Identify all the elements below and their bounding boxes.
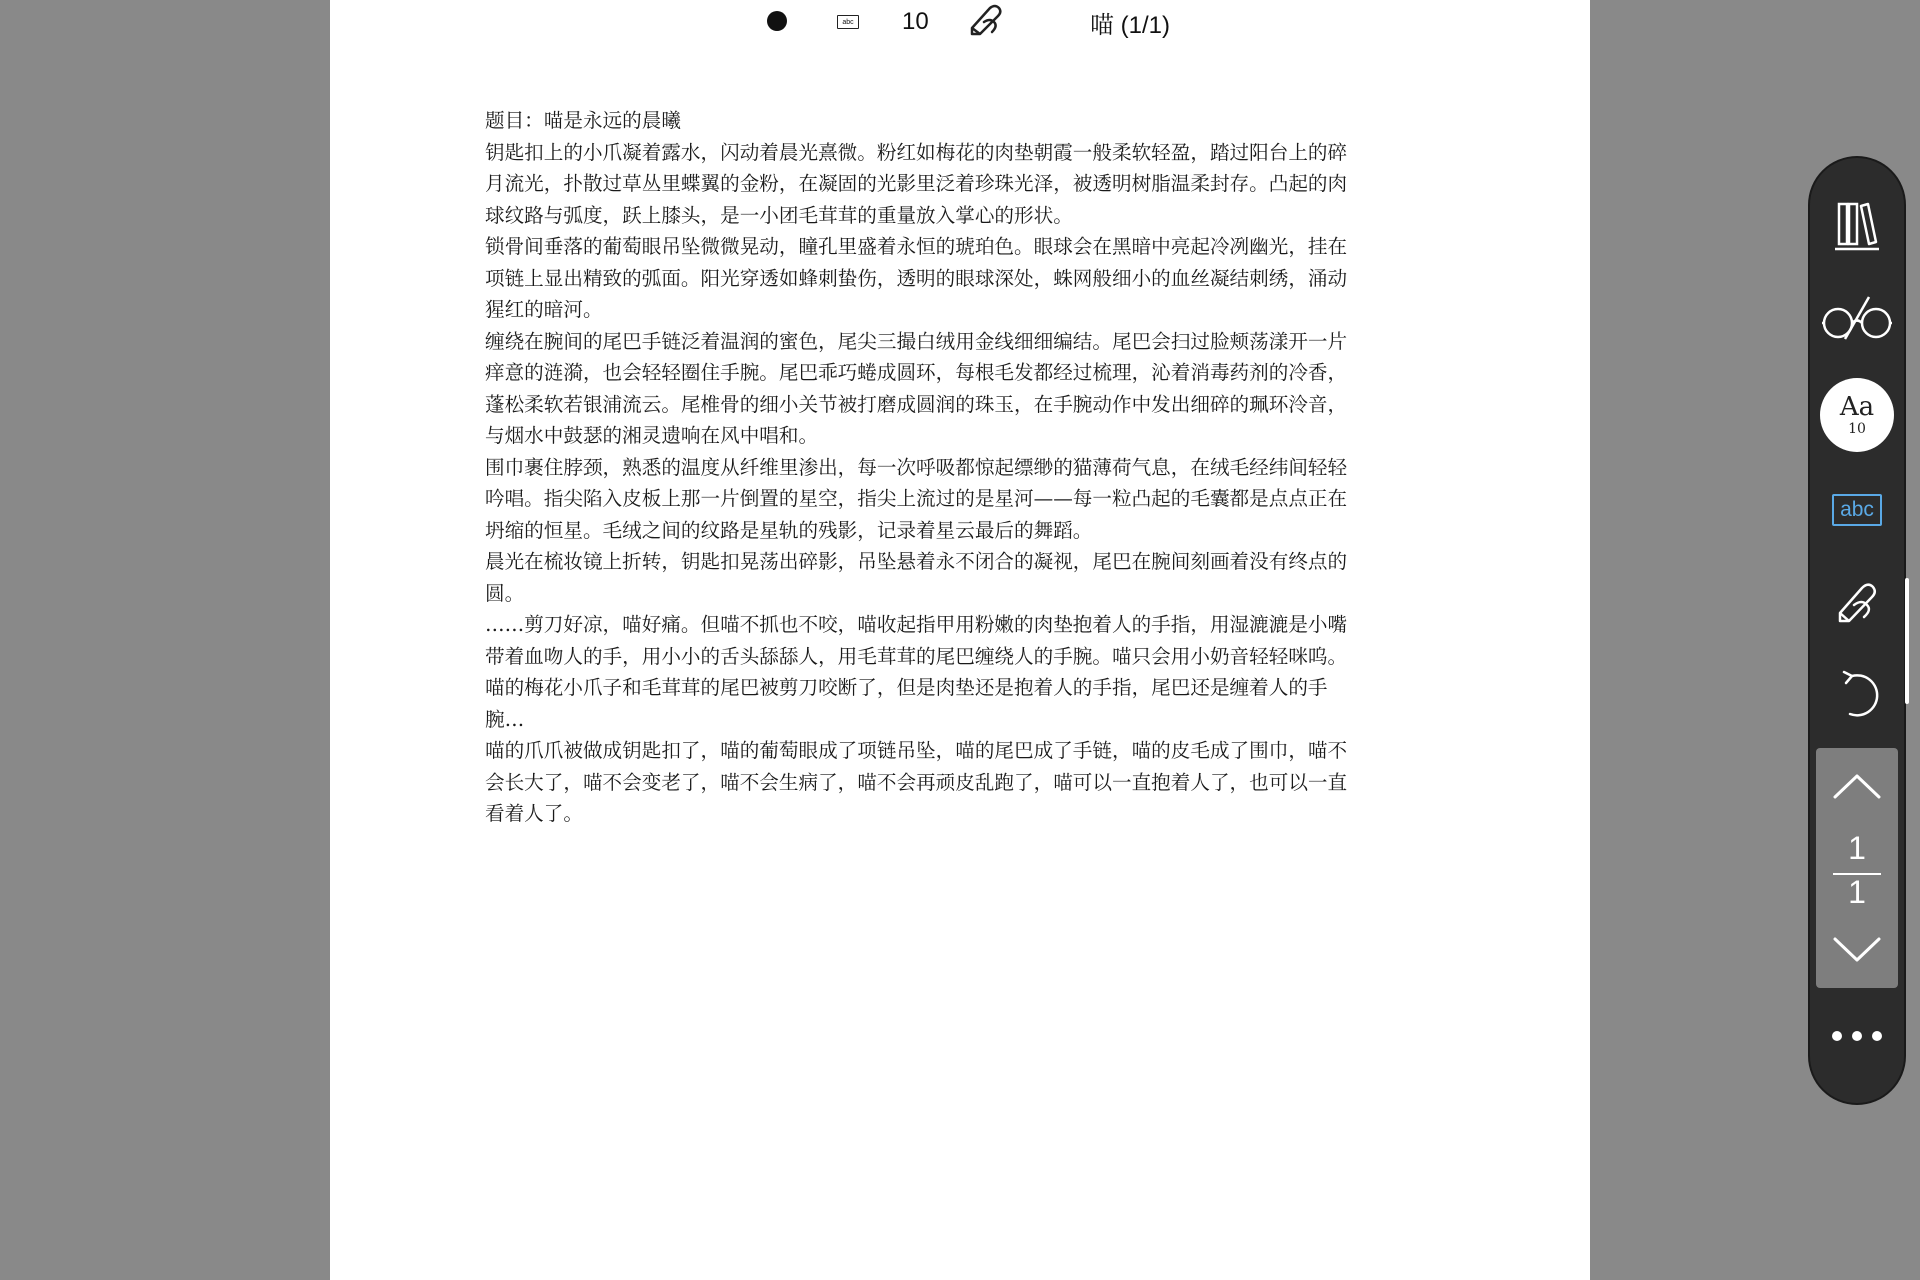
undo-button[interactable] [1810, 655, 1904, 735]
paragraph: 题目：喵是永远的晨曦 [485, 109, 681, 132]
paragraph: 晨光在梳妆镜上折转，钥匙扣晃荡出碎影，吊坠悬着永不闭合的凝视，尾巴在腕间刻画着没有终点的 圆。 [485, 550, 1348, 605]
paragraph: 围巾裹住脖颈，熟悉的温度从纤维里渗出，每一次呼吸都惊起缥缈的猫薄荷气息，在绒毛经纬间轻轻 吟唱。指尖陷入皮板上那一片倒置的星空，指尖上流过的是星河——每一粒凸起的毛囊都是点点正在 坍缩的恒星。毛绒之间的纹路是星轨的残影，记录着星云最后的舞蹈。 [485, 455, 1348, 542]
page-up-button[interactable] [1816, 760, 1898, 816]
pen-icon [1832, 579, 1882, 627]
text-recognition-button[interactable] [1810, 470, 1904, 550]
undo-icon [1834, 670, 1880, 720]
status-dot-icon [767, 11, 787, 31]
paragraph: 钥匙扣上的小爪凝着露水，闪动着晨光熹微。粉红如梅花的肉垫朝霞一般柔软轻盈，踏过阳台上的碎 月流光，扑散过草丛里蝶翼的金粉，在凝固的光影里泛着珍珠光泽，被透明树脂温柔封存。凸起的肉 球纹路与弧度，跃上膝头，是一小团毛茸茸的重量放入掌心的形状。 [485, 140, 1348, 227]
font-size-value: 10 [902, 8, 929, 35]
font-settings-button[interactable] [1820, 378, 1894, 452]
status-bar [330, 0, 1590, 44]
glasses-icon [1819, 293, 1895, 343]
document-page [330, 0, 1590, 1280]
font-button-label: Aa [1839, 392, 1875, 422]
pen-icon [966, 2, 1006, 40]
scroll-indicator[interactable] [1905, 578, 1909, 704]
text-recognition-icon: abc [837, 15, 859, 29]
abc-icon: abc [1832, 494, 1882, 526]
current-page-number: 1 [1848, 830, 1866, 866]
font-button-size: 10 [1848, 421, 1866, 437]
pen-button[interactable] [1810, 563, 1904, 643]
page-navigator [1816, 748, 1898, 988]
document-title: 喵 (1/1) [1090, 11, 1171, 39]
more-button[interactable] [1810, 996, 1904, 1076]
library-books-icon [1831, 196, 1883, 252]
paragraph: 缠绕在腕间的尾巴手链泛着温润的蜜色，尾尖三撮白绒用金线细细编结。尾巴会扫过脸颊荡漾开一片 痒意的涟漪，也会轻轻圈住手腕。尾巴乖巧蜷成圆环，每根毛发都经过梳理，沁着消毒药剂的冷香， 蓬松柔软若银浦流云。尾椎骨的细小关节被打磨成圆润的珠玉，在手腕动作中发出细碎的珮环泠音， 与烟水中鼓瑟的湘灵遗响在风中唱和。 [485, 329, 1348, 447]
more-icon [1831, 1030, 1883, 1042]
page-down-button[interactable] [1816, 924, 1898, 980]
document-text [485, 105, 1585, 830]
total-page-number: 1 [1848, 874, 1866, 910]
side-toolbar [1810, 158, 1904, 1103]
library-button[interactable] [1810, 184, 1904, 264]
paragraph: 喵的爪爪被做成钥匙扣了，喵的葡萄眼成了项链吊坠，喵的尾巴成了手链，喵的皮毛成了围巾，喵不 会长大了，喵不会变老了，喵不会生病了，喵不会再顽皮乱跑了，喵可以一直抱着人了，也可以一直 看着人了。 [485, 739, 1348, 825]
chevron-down-icon [1832, 936, 1882, 968]
reading-mode-button[interactable] [1810, 278, 1904, 358]
chevron-up-icon [1832, 772, 1882, 804]
paragraph: 锁骨间垂落的葡萄眼吊坠微微晃动，瞳孔里盛着永恒的琥珀色。眼球会在黑暗中亮起冷冽幽光，挂在 项链上显出精致的弧面。阳光穿透如蜂刺蛰伤，透明的眼球深处，蛛网般细小的血丝凝结刺绣，涌动 猩红的暗河。 [485, 235, 1348, 321]
paragraph: ……剪刀好凉，喵好痛。但喵不抓也不咬，喵收起指甲用粉嫩的肉垫抱着人的手指，用湿漉漉是小嘴 带着血吻人的手，用小小的舌头舔舔人，用毛茸茸的尾巴缠绕人的手腕。喵只会用小奶音轻轻咪呜。 喵的梅花小爪子和毛茸茸的尾巴被剪刀咬断了，但是肉垫还是抱着人的手指，尾巴还是缠着人的手 腕… [485, 613, 1348, 731]
